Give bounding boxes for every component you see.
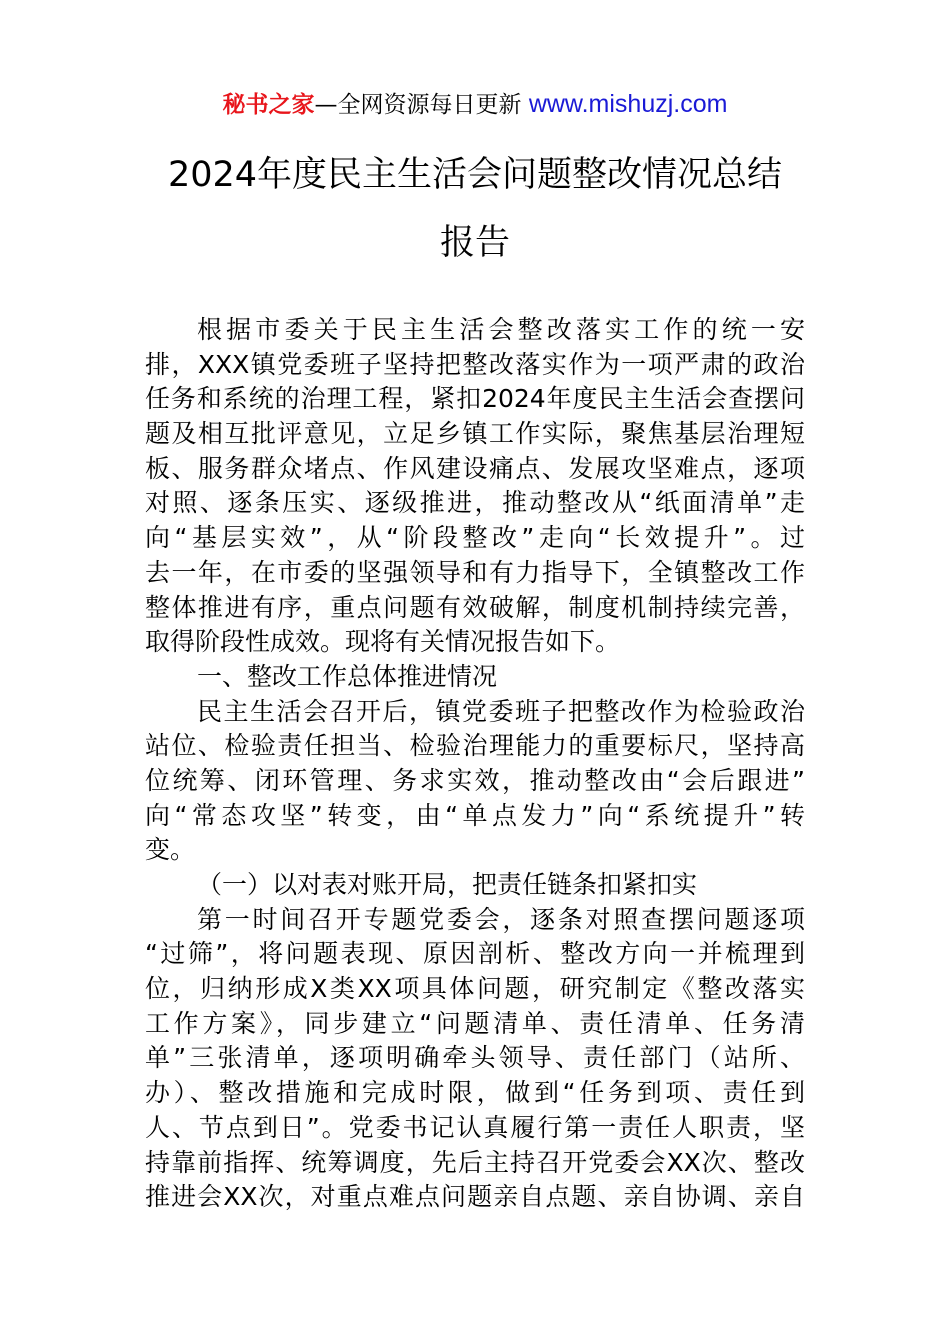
text-line: 去一年，在市委的坚强领导和有力指导下，全镇整改工作 — [145, 557, 805, 587]
text-line: 一、整改工作总体推进情况 — [197, 661, 498, 691]
document-title-line-2: 报告 — [439, 223, 510, 263]
text-line: 持靠前指挥、统筹调度，先后主持召开党委会XX次、整改 — [145, 1147, 805, 1177]
text-line: 整体推进有序，重点问题有效破解，制度机制持续完善， — [145, 592, 805, 622]
text-line: 人、节点到日”。党委书记认真履行第一责任人职责，坚 — [145, 1112, 805, 1142]
banner-tagline: —全网资源每日更新 — [314, 92, 529, 118]
text-line: 办）、整改措施和完成时限，做到“任务到项、责任到 — [145, 1078, 805, 1108]
text-line: 位，归纳形成X类XX项具体问题，研究制定《整改落实 — [145, 974, 805, 1004]
text-line: 工作方案》，同步建立“问题清单、责任清单、任务清 — [145, 1008, 805, 1038]
site-banner — [0, 88, 950, 121]
text-line: 向“常态攻坚”转变，由“单点发力”向“系统提升”转 — [145, 800, 805, 830]
text-line: 取得阶段性成效。现将有关情况报告如下。 — [145, 627, 621, 657]
text-line: 向“基层实效”，从“阶段整改”走向“长效提升”。过 — [145, 523, 805, 553]
text-line: “过筛”，将问题表现、原因剖析、整改方向一并梳理到 — [145, 939, 805, 969]
text-line: 板、服务群众堵点、作风建设痛点、发展攻坚难点，逐项 — [145, 453, 805, 483]
text-line: 站位、检验责任担当、检验治理能力的重要标尺，坚持高 — [145, 731, 805, 761]
text-line: 位统筹、闭环管理、务求实效，推动整改由“会后跟进” — [145, 765, 805, 795]
text-line: 变。 — [145, 835, 196, 865]
text-line: 推进会XX次，对重点难点问题亲自点题、亲自协调、亲自 — [145, 1182, 805, 1212]
text-line: 对照、逐条压实、逐级推进，推动整改从“纸面清单”走 — [145, 488, 805, 518]
text-line: 根据市委关于民主生活会整改落实工作的统一安 — [197, 315, 805, 344]
text-line: 第一时间召开专题党委会，逐条对照查摆问题逐项 — [197, 904, 805, 934]
brand-name: 秘书之家 — [222, 92, 315, 118]
text-line: 任务和系统的治理工程，紧扣2024年度民主生活会查摆问 — [145, 384, 805, 414]
text-line: 单”三张清单，逐项明确牵头领导、责任部门（站所、 — [145, 1043, 805, 1073]
text-line: （一）以对表对账开局，把责任链条扣紧扣实 — [197, 870, 698, 899]
document-body — [145, 313, 805, 1215]
text-line: 民主生活会召开后，镇党委班子把整改作为检验政治 — [197, 696, 805, 726]
text-line: 题及相互批评意见，立足乡镇工作实际，聚焦基层治理短 — [145, 419, 805, 449]
document-title-line-1: 2024年度民主生活会问题整改情况总结 — [167, 155, 783, 195]
site-url-link[interactable]: www.mishuzj.com — [528, 90, 728, 118]
text-line: 排，XXX镇党委班子坚持把整改落实作为一项严肃的政治 — [145, 349, 805, 379]
